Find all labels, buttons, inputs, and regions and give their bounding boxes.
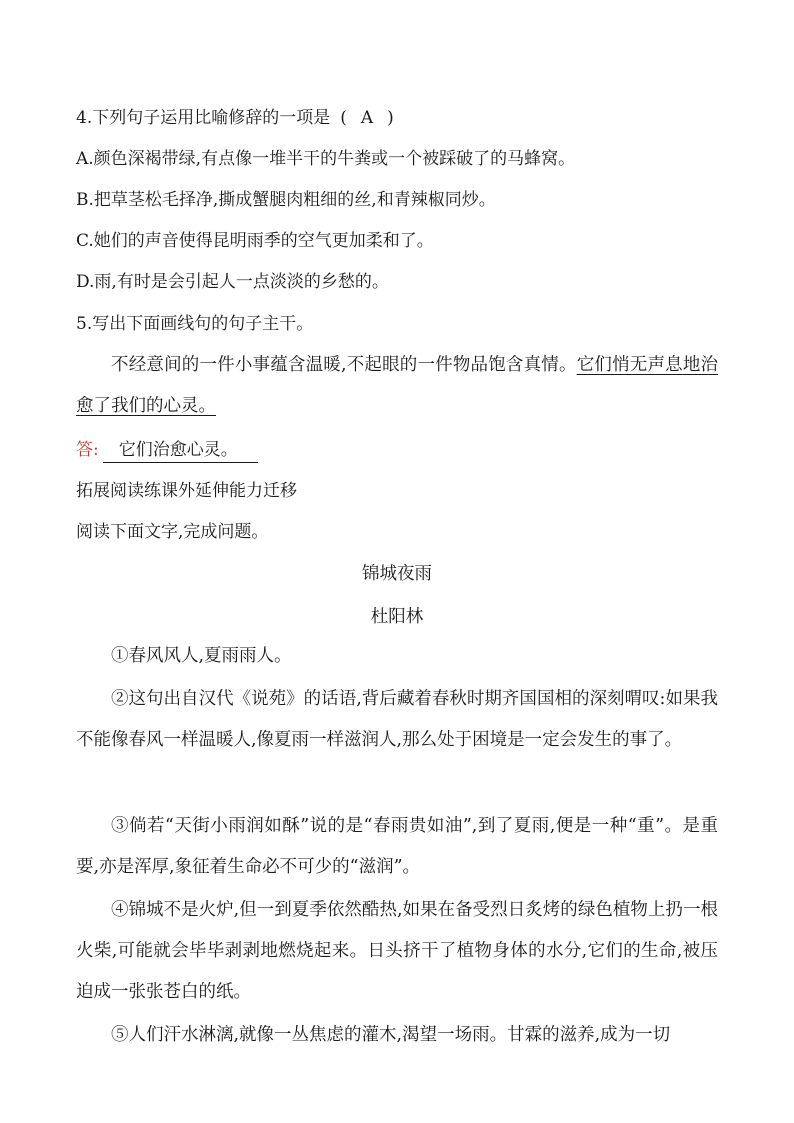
article-title: 锦城夜雨 xyxy=(362,564,432,584)
article-author: 杜阳林 xyxy=(370,607,424,627)
answer-label: 答: xyxy=(76,440,99,460)
passage-plain-text: 不经意间的一件小事蕴含温暖,不起眼的一件物品饱含真情。 xyxy=(111,355,577,375)
option-b: B.把草茎松毛择净,撕成蟹腿肉粗细的丝,和青辣椒同炒。 xyxy=(76,190,496,210)
article-paragraph-3: ③倘若“天街小雨润如酥”说的是“春雨贵如油”,到了夏雨,便是一种“重”。是重要,亦是浑厚,象征着生命必不可少的“滋润”。 xyxy=(76,816,718,877)
section-heading: 拓展阅读练课外延伸能力迁移 xyxy=(76,481,297,501)
question-4-answer: A xyxy=(360,108,374,128)
article-paragraph-1: ①春风风人,夏雨雨人。 xyxy=(111,646,292,666)
article-paragraph-2: ②这句出自汉代《说苑》的话语,背后藏着春秋时期齐国国相的深刻喟叹:如果我不能像春风一样温暖人,像夏雨一样滋润人,那么处于困境是一定会发生的事了。 xyxy=(76,689,718,750)
answer-blank: 它们治愈心灵。 xyxy=(103,439,258,463)
underlined-sentence-part-1: 它们悄无声息 xyxy=(576,355,683,375)
reading-instruction: 阅读下面文字,完成问题。 xyxy=(76,522,269,542)
answer-paren-open: ( xyxy=(340,108,347,128)
option-a: A.颜色深褐带绿,有点像一堆半干的牛粪或一个被踩破了的马蜂窝。 xyxy=(76,149,576,169)
question-4-stem xyxy=(76,107,394,129)
article-paragraph-5: ⑤人们汗水淋漓,就像一丛焦虑的灌木,渴望一场雨。甘霖的滋养,成为一切 xyxy=(111,1025,671,1045)
option-c: C.她们的声音使得昆明雨季的空气更加柔和了。 xyxy=(76,231,434,251)
question-4-text: 4.下列句子运用比喻修辞的一项是 xyxy=(76,108,331,128)
underlined-sentence-part-2: 地治愈了我们的心灵。 xyxy=(76,355,719,416)
question-5-answer xyxy=(76,439,258,463)
answer-paren-close: ) xyxy=(387,108,394,128)
question-5-stem: 5.写出下面画线句的句子主干。 xyxy=(76,314,314,334)
question-5-passage xyxy=(76,345,718,427)
option-d: D.雨,有时是会引起人一点淡淡的乡愁的。 xyxy=(76,272,389,292)
article-paragraph-4: ④锦城不是火炉,但一到夏季依然酷热,如果在备受烈日炙烤的绿色植物上扔一根火柴,可能就会毕毕剥剥地燃烧起来。日头挤干了植物身体的水分,它们的生命,被压迫成一张张苍白的纸。 xyxy=(76,900,718,1002)
